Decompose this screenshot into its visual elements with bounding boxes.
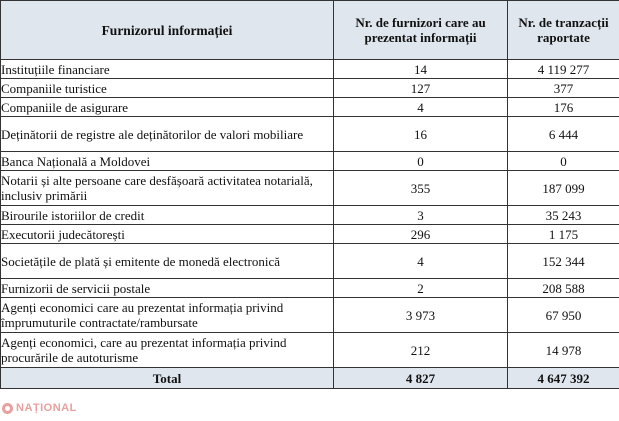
table-row xyxy=(1,152,619,171)
row-transactions: 14 978 xyxy=(508,333,619,368)
row-transactions: 152 344 xyxy=(508,244,619,279)
row-providers: 0 xyxy=(334,152,508,171)
table-row xyxy=(1,98,619,117)
table-row xyxy=(1,117,619,152)
row-label: Agenți economici care au prezentat informația privind împrumuturile contractate/rambursate xyxy=(1,298,334,333)
table-row xyxy=(1,244,619,279)
row-transactions: 6 444 xyxy=(508,117,619,152)
row-label: Birourile istoriilor de credit xyxy=(1,206,334,225)
row-transactions: 187 099 xyxy=(508,171,619,206)
table-row xyxy=(1,60,619,79)
table-row xyxy=(1,279,619,298)
header-count-transactions: Nr. de tranzacții raportate xyxy=(508,1,619,60)
table-row xyxy=(1,333,619,368)
row-providers: 16 xyxy=(334,117,508,152)
table-row xyxy=(1,225,619,244)
row-transactions: 1 175 xyxy=(508,225,619,244)
row-transactions: 208 588 xyxy=(508,279,619,298)
row-providers: 127 xyxy=(334,79,508,98)
row-providers: 4 xyxy=(334,244,508,279)
row-providers: 4 xyxy=(334,98,508,117)
row-providers: 355 xyxy=(334,171,508,206)
header-count-providers: Nr. de furnizori care au prezentat informații xyxy=(334,1,508,60)
row-transactions: 4 119 277 xyxy=(508,60,619,79)
row-providers: 3 973 xyxy=(334,298,508,333)
total-providers: 4 827 xyxy=(334,368,508,389)
row-label: Furnizorii de servicii postale xyxy=(1,279,334,298)
row-providers: 2 xyxy=(334,279,508,298)
table-row xyxy=(1,298,619,333)
table-row xyxy=(1,206,619,225)
logo-circle-icon xyxy=(2,403,13,414)
total-label: Total xyxy=(1,368,334,389)
table-header-row xyxy=(1,1,619,60)
row-providers: 3 xyxy=(334,206,508,225)
row-transactions: 0 xyxy=(508,152,619,171)
national-watermark-logo xyxy=(2,402,77,414)
row-label: Societățile de plată și emitente de monedă electronică xyxy=(1,244,334,279)
row-label: Companiile turistice xyxy=(1,79,334,98)
row-label: Agenți economici, care au prezentat informația privind procurările de autoturisme xyxy=(1,333,334,368)
row-providers: 14 xyxy=(334,60,508,79)
table-row xyxy=(1,171,619,206)
total-row xyxy=(1,368,619,389)
row-providers: 212 xyxy=(334,333,508,368)
row-providers: 296 xyxy=(334,225,508,244)
row-transactions: 176 xyxy=(508,98,619,117)
row-label: Companiile de asigurare xyxy=(1,98,334,117)
row-transactions: 35 243 xyxy=(508,206,619,225)
row-label: Banca Națională a Moldovei xyxy=(1,152,334,171)
total-transactions: 4 647 392 xyxy=(508,368,619,389)
row-label: Instituțiile financiare xyxy=(1,60,334,79)
watermark-text: NAȚIONAL xyxy=(16,402,77,414)
row-transactions: 67 950 xyxy=(508,298,619,333)
header-provider: Furnizorul informației xyxy=(1,1,334,60)
row-label: Deținătorii de registre ale deținătorilor de valori mobiliare xyxy=(1,117,334,152)
row-label: Notarii și alte persoane care desfășoară activitatea notarială, inclusiv primării xyxy=(1,171,334,206)
table-row xyxy=(1,79,619,98)
row-transactions: 377 xyxy=(508,79,619,98)
row-label: Executorii judecătorești xyxy=(1,225,334,244)
